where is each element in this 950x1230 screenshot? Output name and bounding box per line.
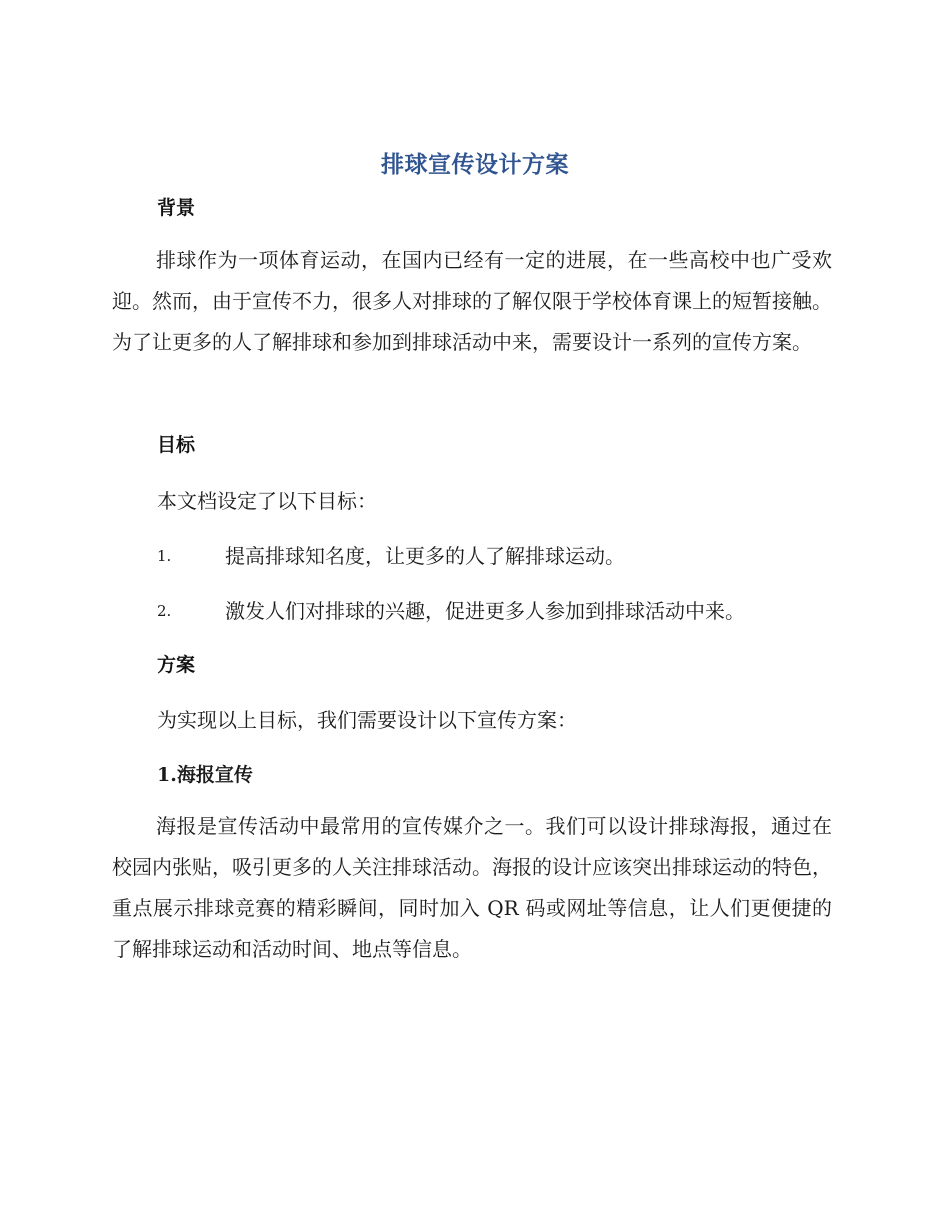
section-heading-plan: 方案: [157, 654, 196, 676]
goal-item-text: 提高排球知名度，让更多的人了解排球运动。: [225, 544, 625, 568]
poster-paragraph: 海报是宣传活动中最常用的宣传媒介之一。我们可以设计排球海报，通过在校园内张贴，吸引更多的人关注排球活动。海报的设计应该突出排球运动的特色，重点展示排球竞赛的精彩瞬间，同时加入 QR 码或网址等信息，让人们更便捷的了解排球运动和活动时间、地点等信息。: [112, 814, 832, 961]
goal-item-number: 1.: [157, 547, 172, 565]
plan-intro: 为实现以上目标，我们需要设计以下宣传方案：: [157, 708, 577, 732]
background-paragraph: 排球作为一项体育运动，在国内已经有一定的进展，在一些高校中也广受欢迎。然而，由于宣传不力，很多人对排球的了解仅限于学校体育课上的短暂接触。为了让更多的人了解排球和参加到排球活动中来，需要设计一系列的宣传方案。: [112, 248, 832, 354]
goal-item-number: 2.: [157, 602, 172, 620]
goal-item: [157, 540, 625, 569]
document-title: 排球宣传设计方案: [381, 152, 569, 178]
goal-item: [157, 595, 745, 624]
subsection-number: 1.: [157, 764, 177, 786]
section-heading-background: 背景: [157, 197, 196, 219]
goal-item-text: 激发人们对排球的兴趣，促进更多人参加到排球活动中来。: [225, 599, 745, 623]
subsection-title: 海报宣传: [176, 764, 253, 786]
subsection-heading-poster: [157, 760, 253, 787]
section-heading-goals: 目标: [157, 434, 196, 456]
goals-intro: 本文档设定了以下目标：: [157, 489, 377, 513]
